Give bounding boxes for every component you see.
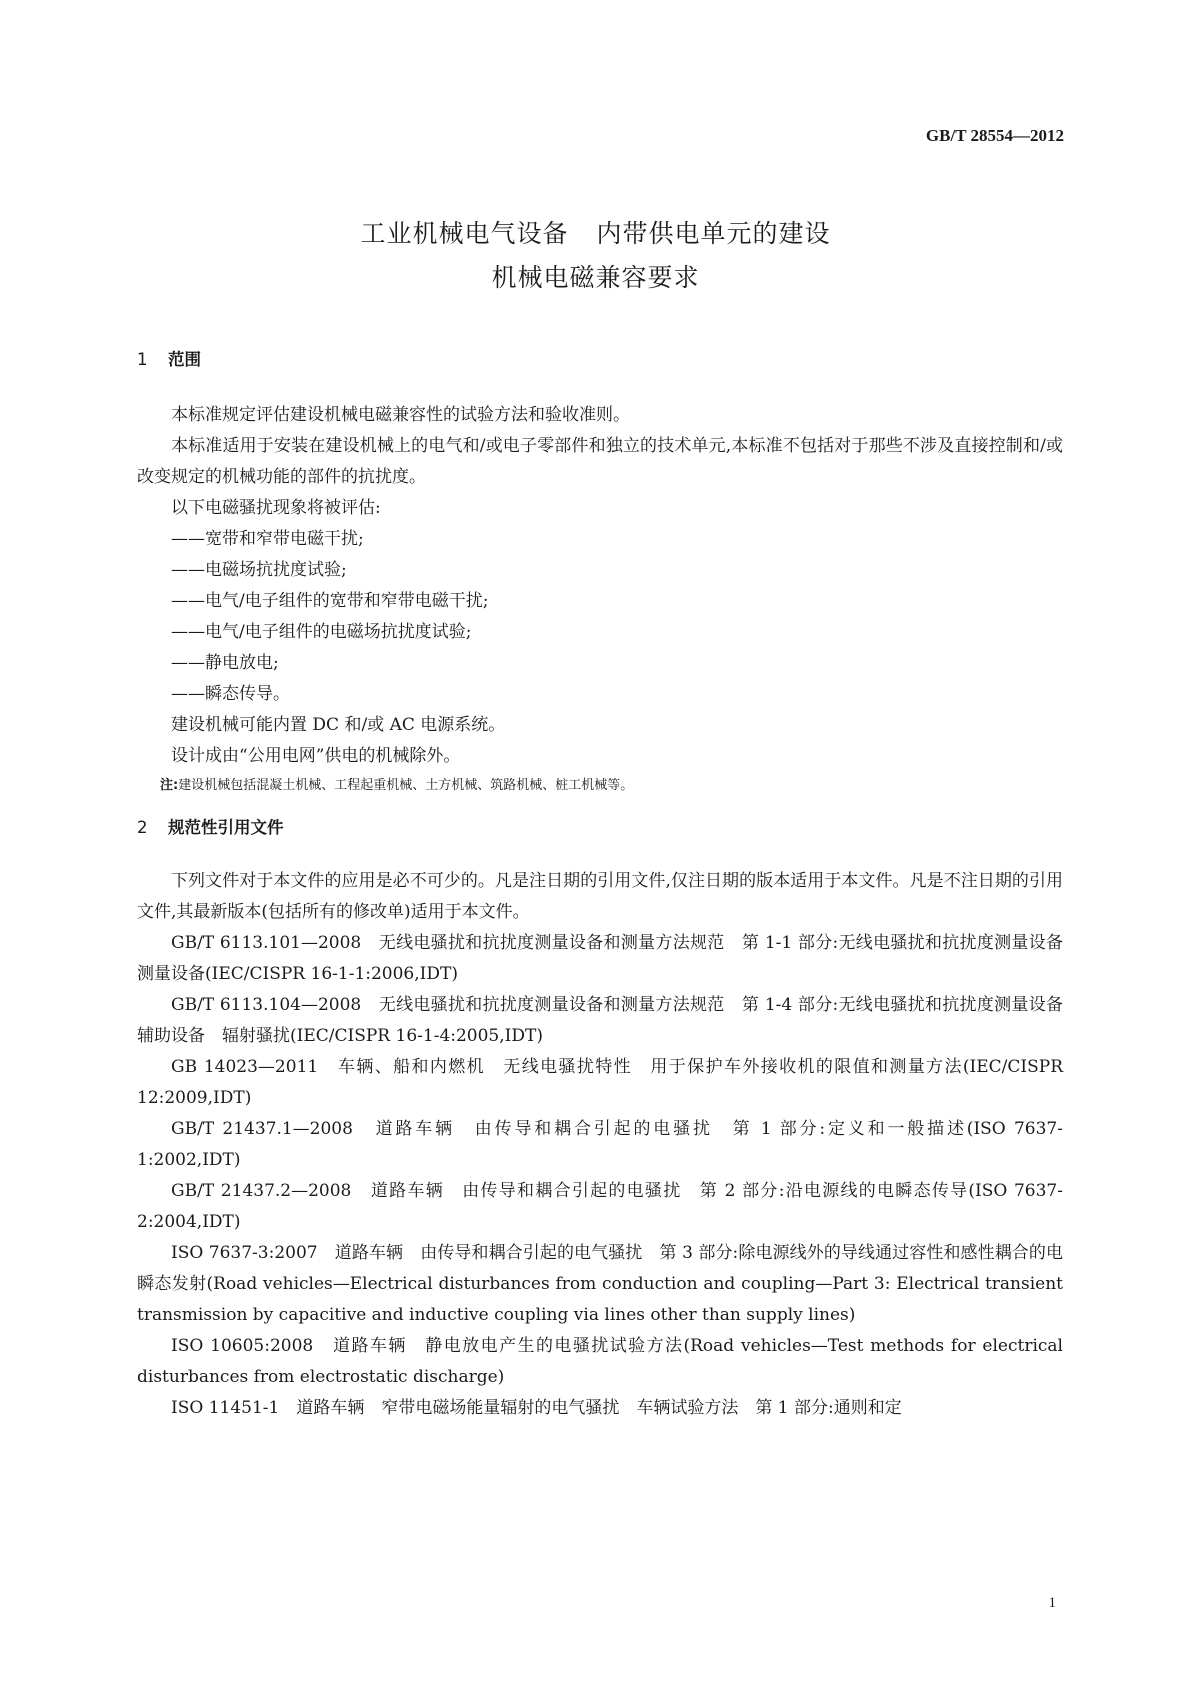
section-1-body [137, 400, 1063, 800]
list-item: ——静电放电; [171, 653, 279, 673]
reference-entry: GB/T 21437.2—2008 道路车辆 由传导和耦合引起的电骚扰 第 2 部分:沿电源线的电瞬态传导(ISO 7637-2:2004,IDT) [137, 1181, 1063, 1232]
list-item: ——电磁场抗扰度试验; [171, 560, 347, 580]
section-number: 1 [137, 350, 148, 369]
document-title-line2: 机械电磁兼容要求 [491, 263, 700, 292]
paragraph: 下列文件对于本文件的应用是必不可少的。凡是注日期的引用文件,仅注日期的版本适用于本文件。凡是不注日期的引用文件,其最新版本(包括所有的修改单)适用于本文件。 [137, 871, 1063, 922]
note-label: 注: [160, 778, 179, 793]
page-number: 1 [1048, 1595, 1056, 1611]
list-item: ——电气/电子组件的电磁场抗扰度试验; [171, 622, 472, 642]
section-title: 范围 [168, 350, 201, 369]
paragraph: 本标准规定评估建设机械电磁兼容性的试验方法和验收准则。 [171, 405, 630, 425]
reference-entry: GB/T 21437.1—2008 道路车辆 由传导和耦合引起的电骚扰 第 1 部分:定义和一般描述(ISO 7637-1:2002,IDT) [137, 1119, 1063, 1170]
reference-entry: GB 14023—2011 车辆、船和内燃机 无线电骚扰特性 用于保护车外接收机的限值和测量方法(IEC/CISPR 12:2009,IDT) [137, 1057, 1063, 1108]
reference-entry: ISO 11451-1 道路车辆 窄带电磁场能量辐射的电气骚扰 车辆试验方法 第 1 部分:通则和定 [171, 1398, 902, 1418]
reference-entry: GB/T 6113.101—2008 无线电骚扰和抗扰度测量设备和测量方法规范 第 1-1 部分:无线电骚扰和抗扰度测量设备 测量设备(IEC/CISPR 16-1-1:2006,IDT) [137, 933, 1080, 984]
reference-entry: GB/T 6113.104—2008 无线电骚扰和抗扰度测量设备和测量方法规范 第 1-4 部分:无线电骚扰和抗扰度测量设备 辅助设备 辐射骚扰(IEC/CISPR 16-1-4:2005,IDT) [137, 995, 1080, 1046]
document-title-line1 [0, 214, 1191, 250]
list-item: ——宽带和窄带电磁干扰; [171, 529, 364, 549]
title-part2: 内带供电单元的建设 [596, 219, 831, 248]
list-item: ——电气/电子组件的宽带和窄带电磁干扰; [171, 591, 489, 611]
section-2-heading [137, 814, 284, 838]
section-2-body [137, 866, 1080, 1424]
reference-entry: ISO 7637-3:2007 道路车辆 由传导和耦合引起的电气骚扰 第 3 部分:除电源线外的导线通过容性和感性耦合的电瞬态发射(Road vehicles—Electrical disturbances from conduction and coupling—Part 3: Electrical transient transmission by capacitive and inductive coupling via lines other than supply lines) [137, 1243, 1063, 1325]
note-text: 建设机械包括混凝土机械、工程起重机械、土方机械、筑路机械、桩工机械等。 [178, 778, 634, 793]
paragraph: 建设机械可能内置 DC 和/或 AC 电源系统。 [171, 715, 506, 735]
paragraph: 本标准适用于安装在建设机械上的电气和/或电子零部件和独立的技术单元,本标准不包括对于那些不涉及直接控制和/或改变规定的机械功能的部件的抗扰度。 [137, 436, 1063, 487]
section-1-heading [137, 346, 201, 370]
section-title: 规范性引用文件 [168, 818, 284, 837]
reference-entry: ISO 10605:2008 道路车辆 静电放电产生的电骚扰试验方法(Road vehicles—Test methods for electrical disturbances from electrostatic discharge) [137, 1336, 1063, 1387]
paragraph: 以下电磁骚扰现象将被评估: [171, 498, 381, 518]
standard-code: GB/T 28554—2012 [925, 126, 1064, 145]
section-number: 2 [137, 818, 148, 837]
note [137, 772, 1063, 800]
title-part1: 工业机械电气设备 [360, 219, 569, 248]
list-item: ——瞬态传导。 [171, 684, 290, 704]
paragraph: 设计成由“公用电网”供电的机械除外。 [171, 746, 461, 766]
